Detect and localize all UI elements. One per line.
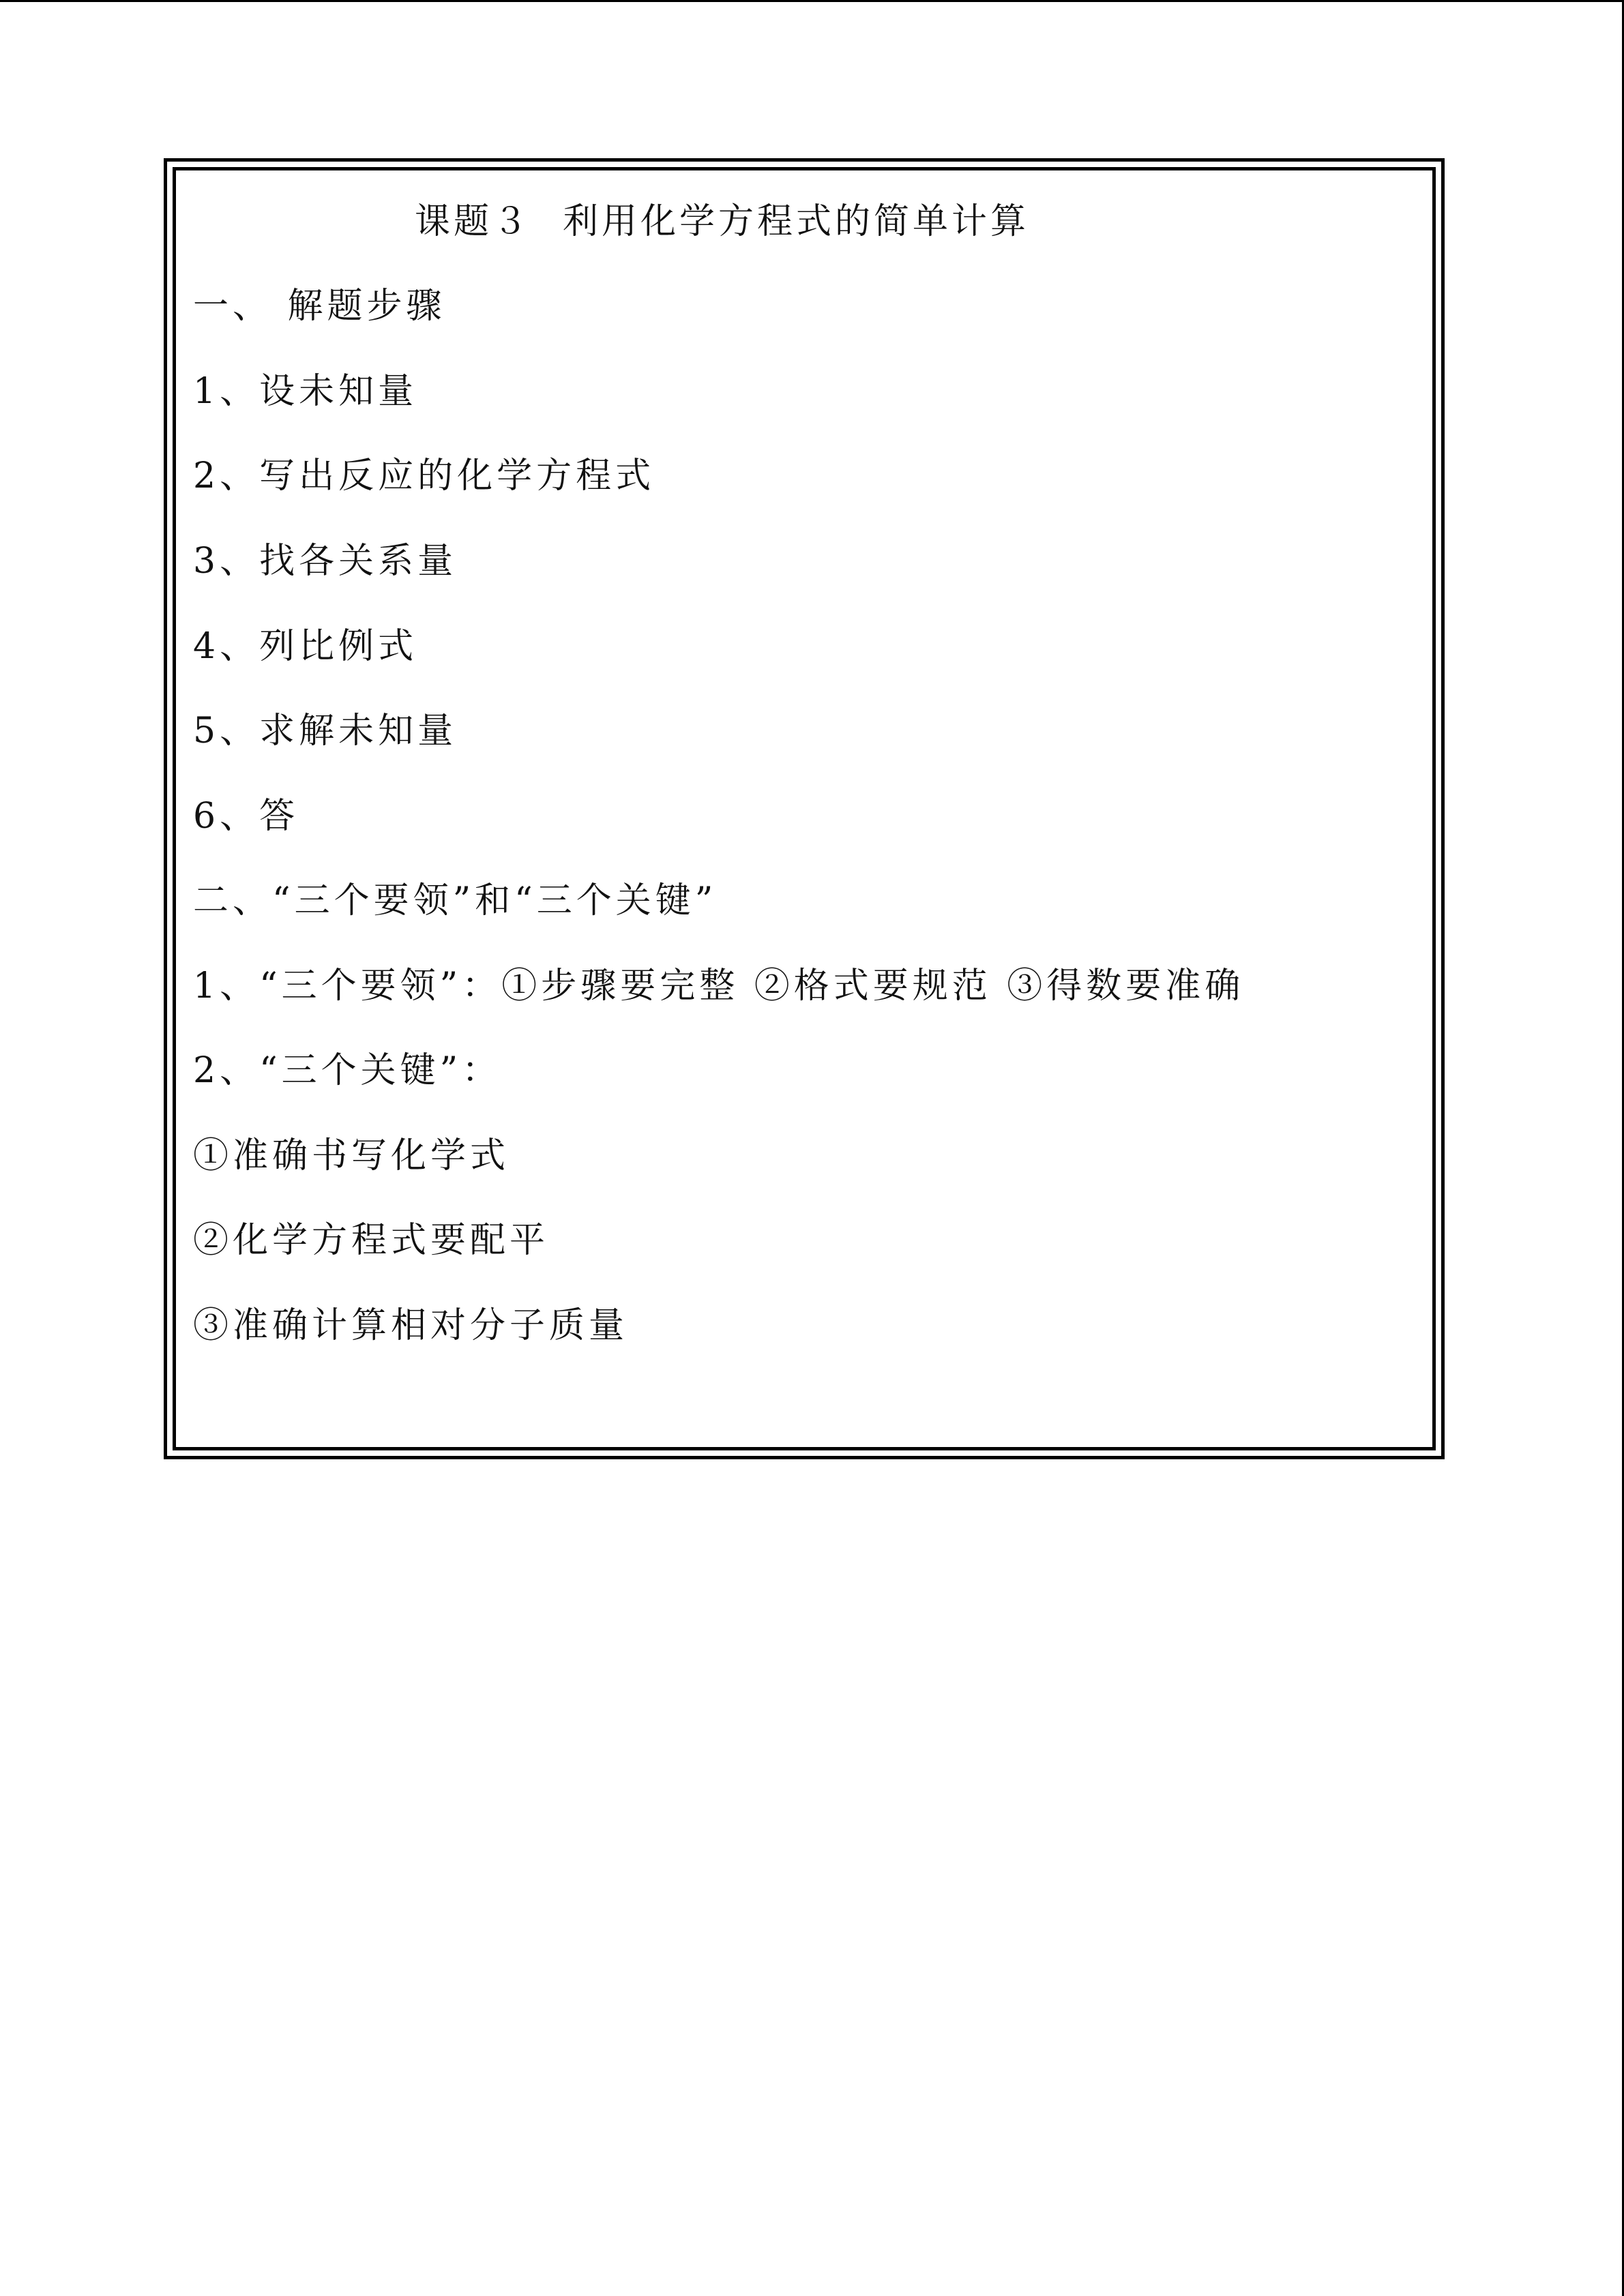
content-box-inner-border: [173, 167, 1436, 1450]
step-item-5: 5、求解未知量: [193, 711, 458, 751]
keys-label: 2、“三个关键”：: [193, 1050, 502, 1091]
key-item-1: ①准确书写化学式: [193, 1135, 510, 1176]
essentials-line: 1、“三个要领”：①步骤要完整 ②格式要规范 ③得数要准确: [193, 966, 1245, 1007]
key-item-3: ③准确计算相对分子质量: [193, 1305, 629, 1346]
title-text: 利用化学方程式的简单计算: [563, 201, 1030, 242]
section1-heading: 一、 解题步骤: [193, 286, 446, 327]
title-lesson-number: 课题３: [415, 201, 532, 242]
step-item-2: 2、写出反应的化学方程式: [193, 456, 655, 496]
step-item-1: 1、设未知量: [193, 371, 418, 412]
step-item-3: 3、找各关系量: [193, 541, 458, 582]
section2-heading: 二、“三个要领”和“三个关键”: [193, 880, 718, 921]
step-item-4: 4、列比例式: [193, 626, 418, 667]
page-title: [415, 198, 1029, 245]
step-item-6: 6、答: [193, 796, 299, 837]
page-top-border: [0, 0, 1624, 2]
content-box: [164, 158, 1445, 1459]
key-item-2: ②化学方程式要配平: [193, 1220, 550, 1261]
